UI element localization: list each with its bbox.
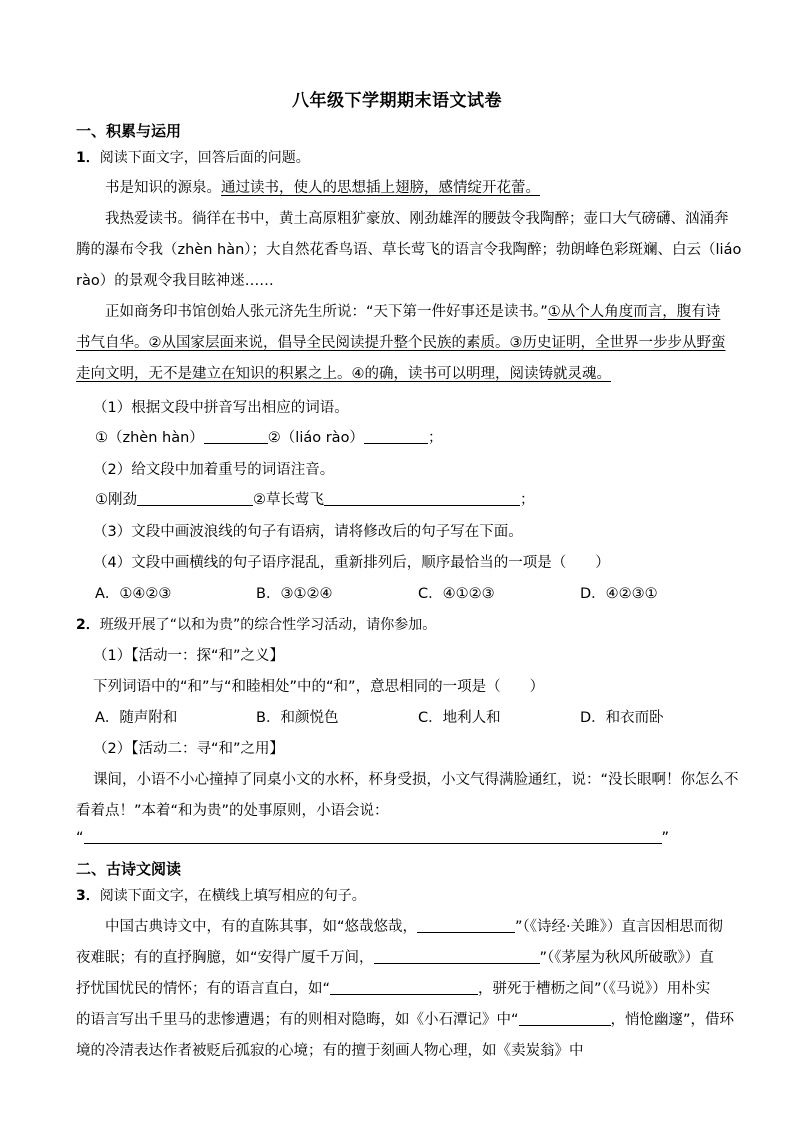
question-3-prompt (76, 885, 366, 905)
activity-1-question: 下列词语中的“和”与“和睦相处”中的“和”，意思相同的一项是（ ） (93, 679, 545, 695)
passage-line (105, 915, 723, 936)
passage-line (105, 300, 720, 321)
answer-blank[interactable] (137, 490, 253, 506)
passage-text: 抒忧国忧民的情怀；有的语言直白，如“ (76, 981, 331, 997)
passage-text: 正如商务印书馆创始人张元济先生所说：“天下第一件好事还是读书。” (105, 304, 548, 320)
underlined-sentence: ③历史证明，全世界一步步从野蛮 (509, 335, 726, 351)
quote-mark: ” (661, 830, 670, 846)
passage-text: ，骈死于槽枥之间”（《马说》）用朴实 (478, 981, 711, 997)
sub-question-3: （3）文段中画波浪线的句子有语病，请将修改后的句子写在下面。 (93, 524, 523, 540)
answer-blank[interactable] (519, 1010, 611, 1026)
answer-blank[interactable] (417, 917, 515, 933)
sub-question-1: （1）根据文段中拼音写出相应的词语。 (93, 400, 349, 416)
question-number: 3． (76, 888, 100, 904)
punctuation: ； (427, 430, 443, 446)
option-c[interactable]: C．地利人和 (418, 710, 501, 726)
word-label: ②草长莺飞 (253, 492, 324, 508)
option-a[interactable]: A．随声附和 (95, 710, 178, 726)
answer-blank[interactable] (330, 979, 478, 995)
passage-text: 中国古典诗文中，有的直陈其事，如“悠哉悠哉， (105, 919, 418, 935)
passage-line (76, 977, 710, 998)
question-1-prompt (76, 147, 310, 167)
sub-question-4: （4）文段中画横线的句子语序混乱，重新排列后，顺序最恰当的一项是（ ） (93, 555, 610, 571)
question-number: 1． (76, 150, 100, 166)
passage-line (76, 362, 611, 383)
passage-line (76, 1008, 734, 1029)
section-heading-1: 一、积累与运用 (76, 122, 182, 140)
option-d[interactable]: D．和衣而卧 (580, 710, 664, 726)
underlined-sentence: 书气自华。 (76, 335, 149, 351)
option-b[interactable]: B．和颜悦色 (256, 710, 339, 726)
question-number: 2． (76, 617, 100, 633)
passage-text: ”（《诗经·关雎》）直言因相思而彻 (515, 919, 723, 935)
passage-text: 夜难眠；有的直抒胸臆，如“安得广厦千万间， (76, 950, 374, 966)
question-text: 阅读下面文字，回答后面的问题。 (99, 150, 310, 166)
page-title: 八年级下学期期末语文试卷 (292, 91, 502, 111)
answer-blank[interactable] (84, 828, 662, 844)
option-a[interactable]: A．①④②③ (95, 586, 172, 602)
passage-line: 腾的瀑布令我（zhèn hàn）；大自然花香鸟语、草长莺飞的语言令我陶醉；勃朗峰色彩斑斓、白云（liáo (76, 242, 742, 258)
passage-text: 书是知识的源泉。 (105, 180, 221, 196)
passage-line: rào）的景观令我目眩神迷…… (76, 273, 274, 289)
word-label: ①刚劲 (95, 492, 137, 508)
scenario-text: 看着点！”本着“和为贵”的处事原则，小语会说： (76, 803, 389, 819)
answer-blank[interactable] (324, 490, 520, 506)
passage-text: ，悄怆幽邃”，借环 (610, 1012, 735, 1028)
activity-2-heading: （2）【活动二：寻“和”之用】 (93, 741, 284, 757)
passage-text: ”（《茅屋为秋风所破歌》）直 (539, 950, 714, 966)
option-b[interactable]: B．③①②④ (256, 586, 333, 602)
scenario-text: 课间，小语不小心撞掉了同桌小文的水杯，杯身受损，小文气得满脸通红，说：“没长眼啊！你怎么不 (93, 772, 739, 788)
wavy-line-sentence: 通过读书，使人的思想插上翅膀，感情绽开花蕾。 (221, 180, 540, 196)
underlined-sentence: ①从个人角度而言，腹有诗 (547, 304, 721, 320)
passage-line (105, 176, 540, 197)
passage-text: 的语言写出千里马的悲惨遭遇；有的则相对隐晦，如《小石潭记》中“ (76, 1012, 519, 1028)
passage-line (76, 946, 714, 967)
passage-line (76, 331, 726, 352)
answer-blank[interactable] (204, 428, 268, 444)
underlined-sentence: 走向文明，无不是建立在知识的积累之上。 (76, 366, 352, 382)
passage-line: 境的冷清表达作者被贬后孤寂的心境；有的擅于刻画人物心理，如《卖炭翁》中 (76, 1043, 584, 1059)
activity-1-heading: （1）【活动一：探“和”之义】 (93, 648, 284, 664)
answer-line (76, 828, 669, 846)
answer-blank[interactable] (364, 428, 428, 444)
section-heading-2: 二、古诗文阅读 (76, 860, 182, 878)
question-text: 阅读下面文字，在横线上填写相应的句子。 (99, 888, 366, 904)
question-text: 班级开展了“以和为贵”的综合性学习活动，请你参加。 (99, 617, 437, 633)
underlined-sentence: ④的确，读书可以明理，阅读铸就灵魂。 (351, 366, 611, 382)
quote-mark: “ (76, 830, 84, 846)
option-c[interactable]: C．④①②③ (418, 586, 495, 602)
pinyin-label: ②（liáo rào） (267, 430, 364, 446)
question-2-prompt (76, 614, 436, 634)
answer-line (95, 488, 535, 509)
pinyin-label: ①（zhèn hàn） (95, 430, 204, 446)
answer-blank[interactable] (374, 948, 540, 964)
passage-line: 我热爱读书。徜徉在书中，黄土高原粗犷豪放、刚劲雄浑的腰鼓令我陶醉；壶口大气磅礴、汹涌奔 (105, 211, 729, 227)
option-d[interactable]: D．④②③① (580, 586, 658, 602)
sub-question-2: （2）给文段中加着重号的词语注音。 (93, 462, 335, 478)
underlined-sentence: ②从国家层面来说，倡导全民阅读提升整个民族的素质。 (148, 335, 510, 351)
answer-line (95, 426, 442, 447)
punctuation: ； (520, 492, 535, 508)
